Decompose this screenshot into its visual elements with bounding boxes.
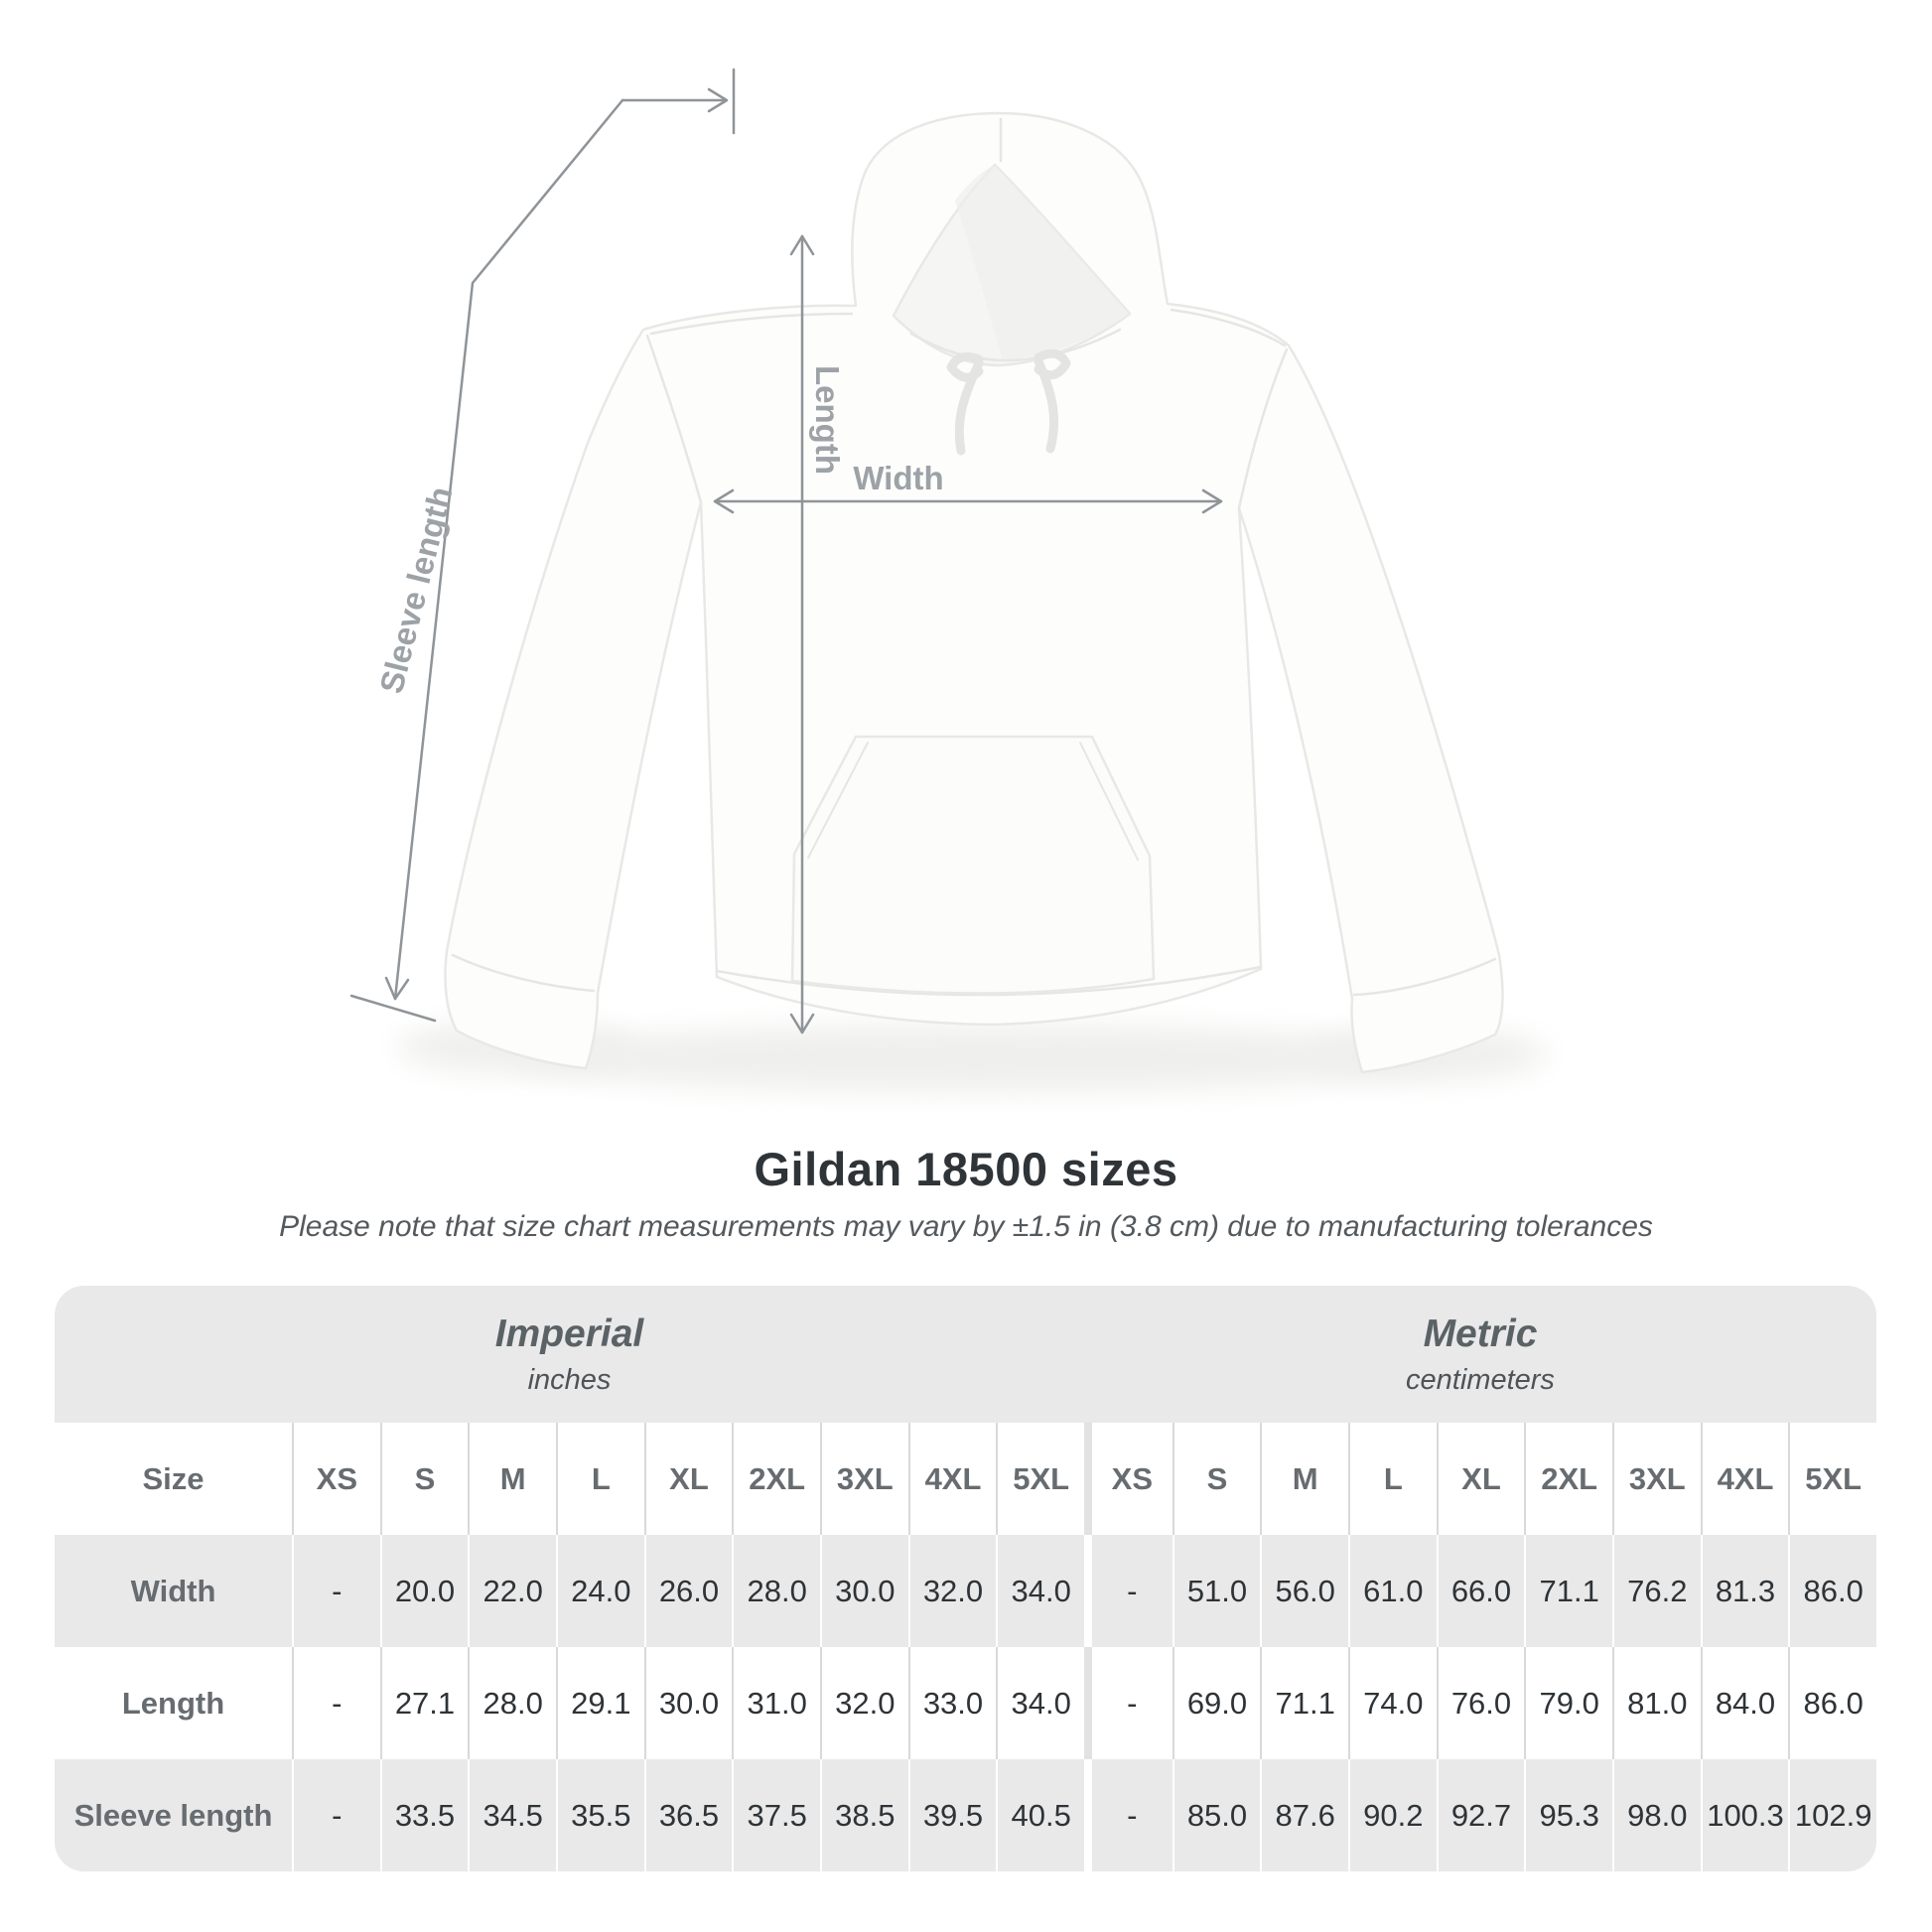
value-cell: 79.0 [1524, 1647, 1612, 1759]
size-header-cell: L [556, 1423, 644, 1535]
value-cell: 35.5 [556, 1759, 644, 1871]
value-cell: 92.7 [1437, 1759, 1525, 1871]
hoodie-illustration [445, 113, 1502, 1072]
size-header-cell: L [1348, 1423, 1437, 1535]
imperial-header [55, 1286, 1084, 1423]
size-header-cell: XL [644, 1423, 733, 1535]
size-table-grid [55, 1423, 1876, 1871]
size-header-cell: XS [292, 1423, 380, 1535]
value-cell: 76.0 [1437, 1647, 1525, 1759]
size-header-cell: 2XL [732, 1423, 820, 1535]
value-cell: - [1084, 1535, 1173, 1647]
value-cell: 32.0 [820, 1647, 908, 1759]
value-cell: 34.0 [996, 1535, 1084, 1647]
value-cell: 102.9 [1788, 1759, 1876, 1871]
value-cell: 61.0 [1348, 1535, 1437, 1647]
value-cell: - [1084, 1647, 1173, 1759]
size-table [55, 1286, 1876, 1871]
title-block [0, 1142, 1932, 1244]
value-cell: 98.0 [1612, 1759, 1701, 1871]
value-cell: 85.0 [1173, 1759, 1261, 1871]
page-title: Gildan 18500 sizes [754, 1143, 1178, 1195]
size-header-cell: 2XL [1524, 1423, 1612, 1535]
size-header-cell: 3XL [820, 1423, 908, 1535]
imperial-sublabel: inches [527, 1363, 612, 1396]
value-cell: 100.3 [1701, 1759, 1789, 1871]
table-row [55, 1759, 1876, 1871]
kangaroo-pocket [792, 737, 1154, 994]
unit-header-band [55, 1286, 1876, 1423]
table-row [55, 1535, 1876, 1647]
value-cell: 81.3 [1701, 1535, 1789, 1647]
value-cell: 30.0 [644, 1647, 733, 1759]
length-label: Length [809, 365, 846, 475]
size-header-cell: XS [1084, 1423, 1173, 1535]
value-cell: 69.0 [1173, 1647, 1261, 1759]
value-cell: 81.0 [1612, 1647, 1701, 1759]
value-cell: 71.1 [1260, 1647, 1348, 1759]
table-header-row [55, 1423, 1876, 1535]
row-label: Sleeve length [73, 1797, 273, 1833]
value-cell: 33.5 [380, 1759, 469, 1871]
value-cell: 28.0 [732, 1535, 820, 1647]
size-header-cell: 4XL [1701, 1423, 1789, 1535]
size-header-cell: XL [1437, 1423, 1525, 1535]
value-cell: 40.5 [996, 1759, 1084, 1871]
value-cell: 71.1 [1524, 1535, 1612, 1647]
table-row [55, 1647, 1876, 1759]
value-cell: 33.0 [908, 1647, 997, 1759]
metric-header [1084, 1286, 1876, 1423]
imperial-label: Imperial [494, 1311, 644, 1355]
metric-label: Metric [1423, 1311, 1538, 1355]
value-cell: 39.5 [908, 1759, 997, 1871]
metric-sublabel: centimeters [1406, 1363, 1555, 1396]
size-header-cell: S [380, 1423, 469, 1535]
size-header-cell: 4XL [908, 1423, 997, 1535]
value-cell: 86.0 [1788, 1535, 1876, 1647]
value-cell: 30.0 [820, 1535, 908, 1647]
value-cell: 24.0 [556, 1535, 644, 1647]
value-cell: - [1084, 1759, 1173, 1871]
value-cell: 86.0 [1788, 1647, 1876, 1759]
value-cell: - [292, 1647, 380, 1759]
value-cell: 95.3 [1524, 1759, 1612, 1871]
value-cell: - [292, 1759, 380, 1871]
value-cell: 66.0 [1437, 1535, 1525, 1647]
value-cell: 76.2 [1612, 1535, 1701, 1647]
size-column-header: Size [142, 1460, 205, 1496]
value-cell: 27.1 [380, 1647, 469, 1759]
row-label: Length [121, 1685, 225, 1721]
row-label: Width [130, 1573, 216, 1608]
size-header-cell: 5XL [996, 1423, 1084, 1535]
value-cell: 56.0 [1260, 1535, 1348, 1647]
value-cell: 36.5 [644, 1759, 733, 1871]
size-header-cell: S [1173, 1423, 1261, 1535]
value-cell: 37.5 [732, 1759, 820, 1871]
size-header-cell: 3XL [1612, 1423, 1701, 1535]
sleeve-length-label: Sleeve length [372, 483, 460, 697]
value-cell: 31.0 [732, 1647, 820, 1759]
value-cell: 74.0 [1348, 1647, 1437, 1759]
value-cell: 22.0 [468, 1535, 556, 1647]
size-header-cell: M [468, 1423, 556, 1535]
size-header-cell: 5XL [1788, 1423, 1876, 1535]
width-label: Width [853, 460, 944, 496]
value-cell: 38.5 [820, 1759, 908, 1871]
value-cell: 34.0 [996, 1647, 1084, 1759]
value-cell: 28.0 [468, 1647, 556, 1759]
value-cell: - [292, 1535, 380, 1647]
value-cell: 26.0 [644, 1535, 733, 1647]
size-tolerance-note: Please note that size chart measurements may vary by ±1.5 in (3.8 cm) due to manufacturing tolerances [279, 1210, 1653, 1243]
value-cell: 84.0 [1701, 1647, 1789, 1759]
size-header-cell: M [1260, 1423, 1348, 1535]
value-cell: 29.1 [556, 1647, 644, 1759]
value-cell: 20.0 [380, 1535, 469, 1647]
value-cell: 90.2 [1348, 1759, 1437, 1871]
value-cell: 32.0 [908, 1535, 997, 1647]
value-cell: 34.5 [468, 1759, 556, 1871]
value-cell: 87.6 [1260, 1759, 1348, 1871]
value-cell: 51.0 [1173, 1535, 1261, 1647]
